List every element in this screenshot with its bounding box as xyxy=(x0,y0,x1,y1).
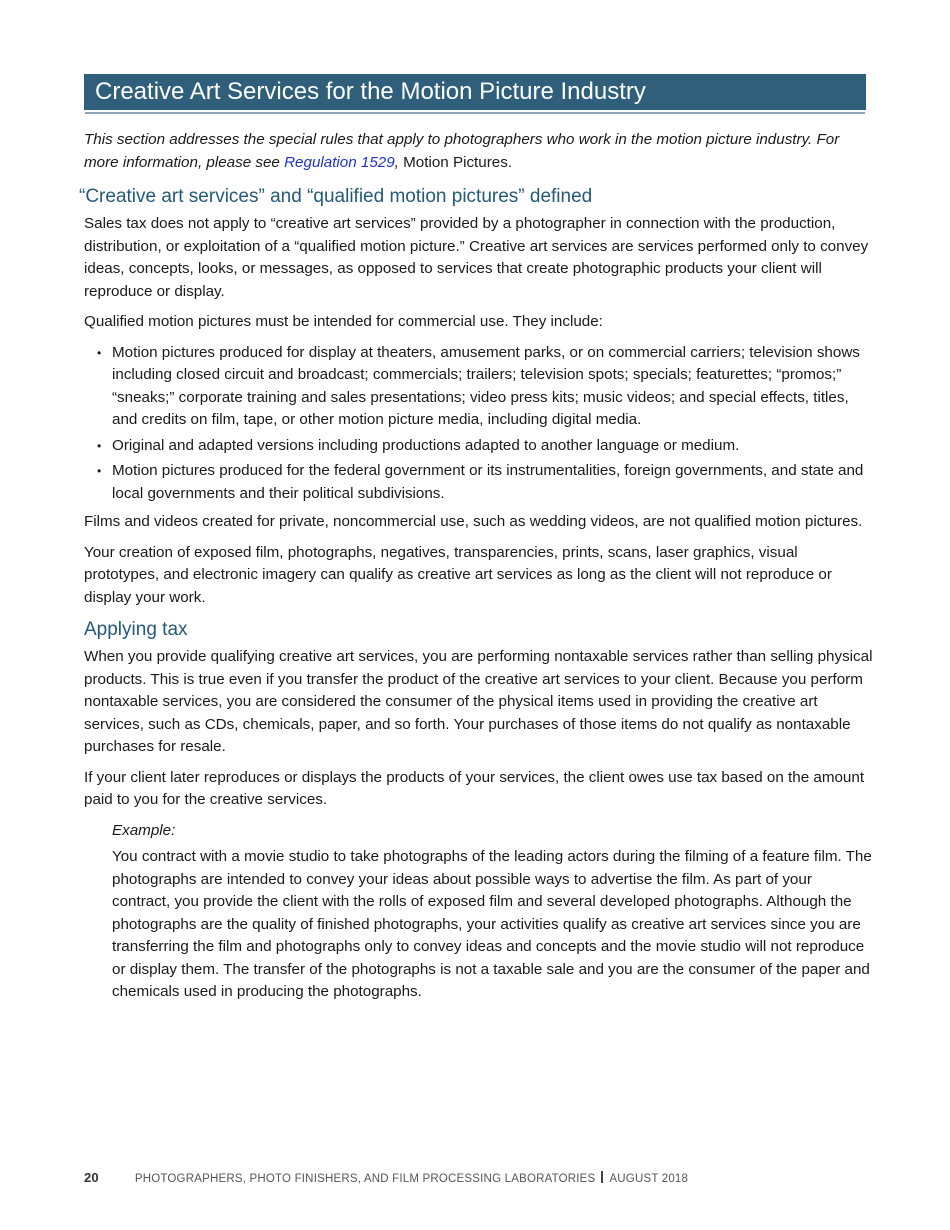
definitions-paragraph-3: Films and videos created for private, noncommercial use, such as wedding videos, are not qualified motion pictures. xyxy=(84,513,863,530)
list-item xyxy=(97,435,874,458)
bullet-icon: • xyxy=(97,345,102,360)
page-footer xyxy=(84,1170,688,1185)
example-block xyxy=(112,820,874,1004)
applying-tax-paragraph-2: If your client later reproduces or displays the products of your services, the client owes use tax based on the amount paid to you for the creative services. xyxy=(84,768,865,808)
bullet-icon: • xyxy=(97,464,102,478)
regulation-1529-link[interactable]: Regulation 1529 xyxy=(284,153,395,171)
qualified-motion-pictures-list xyxy=(84,342,874,506)
definitions-paragraph-2: Qualified motion pictures must be intended for commercial use. They include: xyxy=(84,313,603,330)
section-heading-applying-tax: Applying tax xyxy=(84,619,188,640)
intro-text: This section addresses the special rules that apply to photographers who work in the motion picture industry. For more information, please see xyxy=(84,131,840,171)
definitions-paragraph-4: Your creation of exposed film, photographs, negatives, transparencies, prints, scans, laser graphics, visual prototypes, and electronic imagery can qualify as creative art services as long as the client will not reproduce or display your work. xyxy=(84,543,832,606)
list-item xyxy=(97,342,874,432)
list-item-text: Original and adapted versions including productions adapted to another language or medium. xyxy=(112,436,740,454)
publication-date: AUGUST 2018 xyxy=(609,1173,689,1185)
definitions-paragraph-1: Sales tax does not apply to “creative art services” provided by a photographer in connection with the production, distribution, or exploitation of a “qualified motion picture.” Creative art services are services performed only to convey ideas, concepts, looks, or messages, as opposed to services that create photographic products your client will reproduce or display. xyxy=(84,215,869,300)
page-number: 20 xyxy=(84,1170,99,1185)
intro-paragraph xyxy=(84,129,874,174)
intro-text-after: Motion Pictures. xyxy=(398,153,513,171)
footer-separator xyxy=(601,1171,603,1183)
intro-comma: , xyxy=(394,153,399,171)
example-label: Example: xyxy=(112,821,176,839)
section-title-banner xyxy=(84,74,866,112)
example-text: You contract with a movie studio to take photographs of the leading actors during the filming of a feature film. The photographs are intended to convey your ideas about possible ways to advertise the film. As part of your contract, you provide the client with the rolls of exposed film and several developed photographs. Although the photographs are the quality of finished photographs, your activities qualify as creative art services since you are transferring the film and photographs only to convey ideas and concepts and the movie studio will not reproduce or display them. The transfer of the photographs is not a taxable sale and you are the consumer of the paper and chemicals used in producing the photographs. xyxy=(112,848,872,1000)
page-title: Creative Art Services for the Motion Picture Industry xyxy=(95,78,646,105)
list-item-text: Motion pictures produced for display at theaters, amusement parks, or on commercial carriers; television shows including closed circuit and broadcast; commercials; trailers; television spots; specials; featurettes; “promos;” “sneaks;” corporate training and sales presentations; video press kits; music videos; and special effects, titles, and credits on film, tape, or other motion picture media, including digital media. xyxy=(112,343,860,428)
publication-title: PHOTOGRAPHERS, PHOTO FINISHERS, AND FILM PROCESSING LABORATORIES xyxy=(134,1173,596,1185)
list-item xyxy=(97,460,874,505)
list-item-text: Motion pictures produced for the federal government or its instrumentalities, foreign governments, and state and local governments and their political subdivisions. xyxy=(112,462,864,502)
bullet-icon: • xyxy=(97,438,102,453)
section-heading-definitions: “Creative art services” and “qualified motion pictures” defined xyxy=(79,186,593,207)
main-content xyxy=(79,129,874,1012)
applying-tax-paragraph-1: When you provide qualifying creative art services, you are performing nontaxable services rather than selling physical products. This is true even if you transfer the product of the creative art services to your client. Because you perform nontaxable services, you are considered the consumer of the physical items used in providing the creative art services, such as CDs, chemicals, paper, and so forth. Your purchases of those items do not qualify as nontaxable purchases for resale. xyxy=(84,648,873,755)
